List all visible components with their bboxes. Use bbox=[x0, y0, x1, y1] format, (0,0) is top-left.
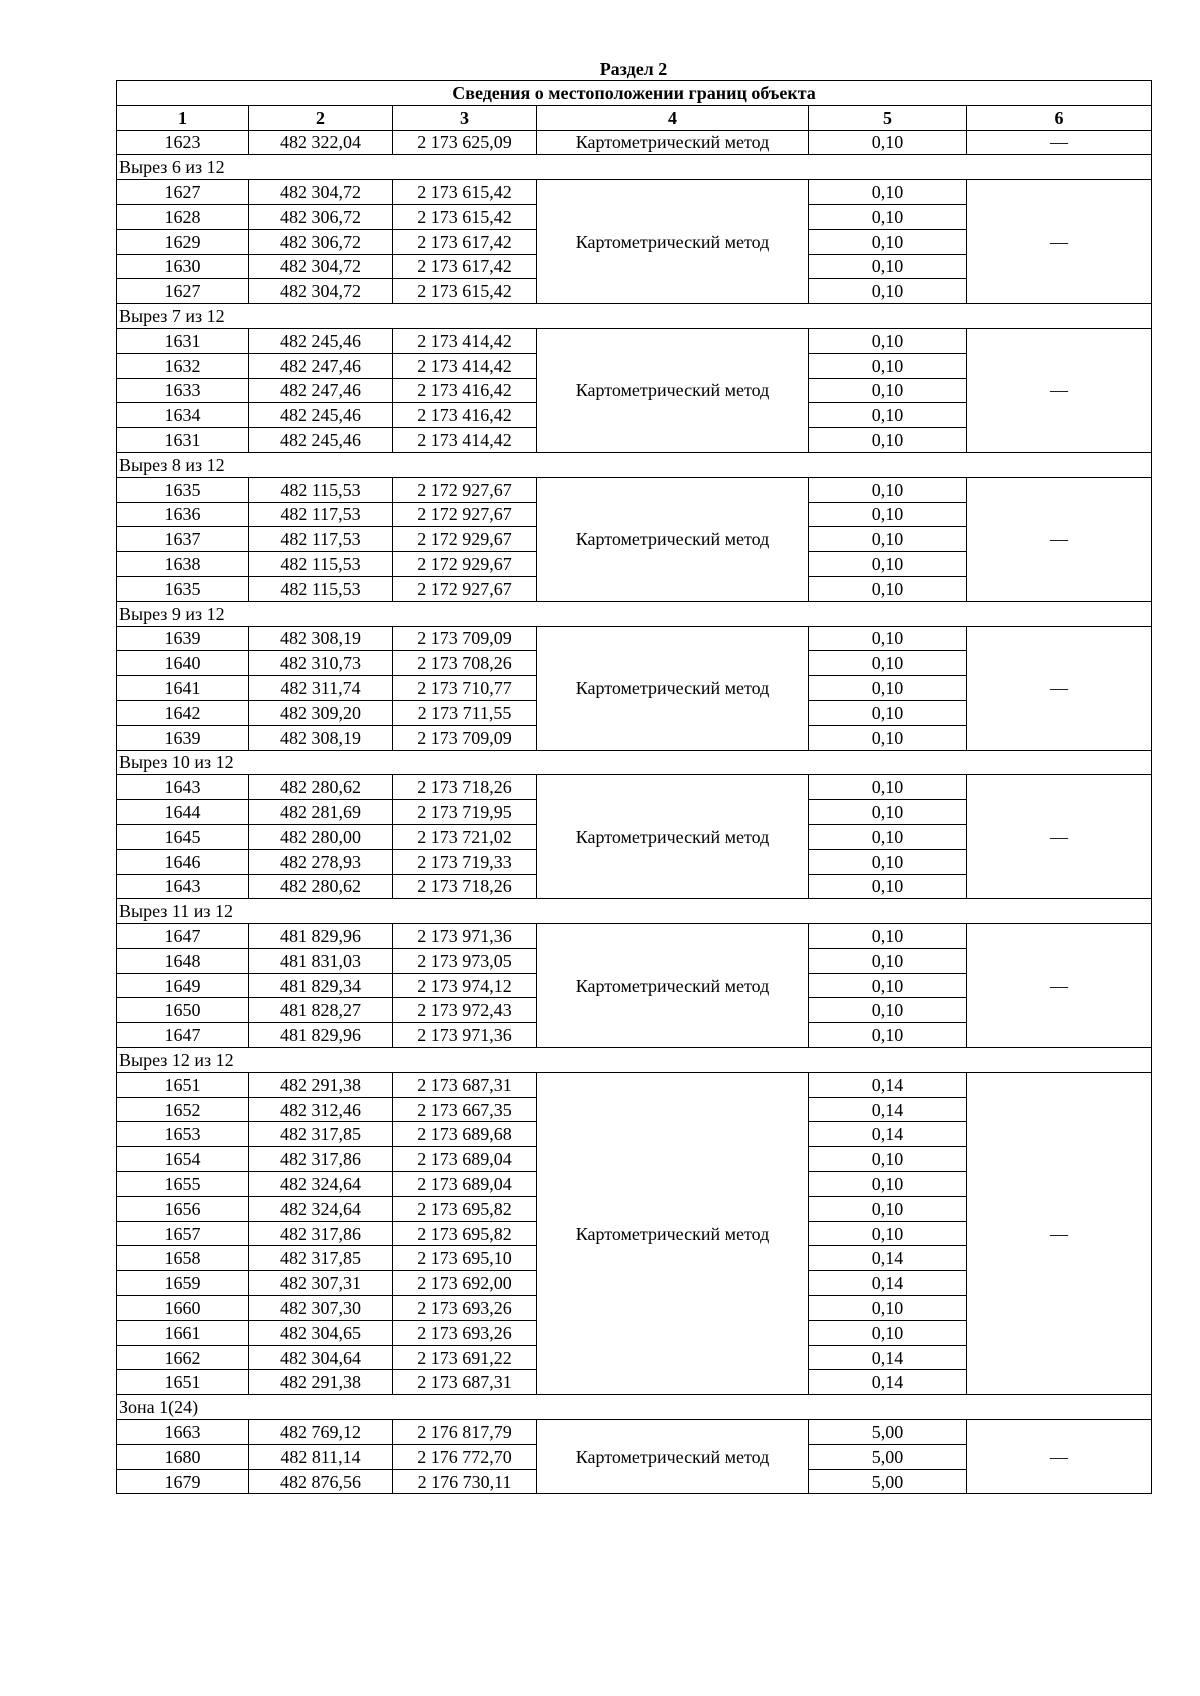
coord-y: 2 172 927,67 bbox=[393, 576, 537, 601]
accuracy-cell: 0,14 bbox=[809, 1345, 967, 1370]
point-number: 1655 bbox=[117, 1172, 249, 1197]
accuracy-cell: 0,14 bbox=[809, 1246, 967, 1271]
col6-cell: — bbox=[967, 328, 1152, 452]
coord-x: 482 291,38 bbox=[249, 1072, 393, 1097]
point-number: 1639 bbox=[117, 725, 249, 750]
col6-cell: — bbox=[967, 130, 1152, 155]
coord-x: 482 304,72 bbox=[249, 254, 393, 279]
coord-y: 2 173 718,26 bbox=[393, 874, 537, 899]
coord-y: 2 173 615,42 bbox=[393, 180, 537, 205]
coord-x: 482 247,46 bbox=[249, 378, 393, 403]
coord-y: 2 173 973,05 bbox=[393, 948, 537, 973]
document-page bbox=[116, 58, 1151, 1494]
accuracy-cell: 0,10 bbox=[809, 1221, 967, 1246]
coord-y: 2 173 667,35 bbox=[393, 1097, 537, 1122]
coord-y: 2 173 691,22 bbox=[393, 1345, 537, 1370]
group-header-row bbox=[117, 601, 1152, 626]
col6-cell: — bbox=[967, 180, 1152, 304]
point-number: 1659 bbox=[117, 1271, 249, 1296]
accuracy-cell: 0,10 bbox=[809, 775, 967, 800]
coord-y: 2 173 718,26 bbox=[393, 775, 537, 800]
accuracy-cell: 0,10 bbox=[809, 725, 967, 750]
coord-x: 482 324,64 bbox=[249, 1172, 393, 1197]
point-number: 1654 bbox=[117, 1147, 249, 1172]
coord-y: 2 173 971,36 bbox=[393, 924, 537, 949]
accuracy-cell: 0,10 bbox=[809, 1320, 967, 1345]
coord-x: 481 829,96 bbox=[249, 1023, 393, 1048]
coord-x: 482 247,46 bbox=[249, 353, 393, 378]
point-number: 1651 bbox=[117, 1072, 249, 1097]
coord-x: 481 829,96 bbox=[249, 924, 393, 949]
column-header: 3 bbox=[393, 105, 537, 130]
coord-x: 482 115,53 bbox=[249, 552, 393, 577]
coord-y: 2 176 730,11 bbox=[393, 1469, 537, 1494]
coord-y: 2 173 416,42 bbox=[393, 403, 537, 428]
column-header: 6 bbox=[967, 105, 1152, 130]
coord-x: 482 317,86 bbox=[249, 1147, 393, 1172]
col6-cell: — bbox=[967, 924, 1152, 1048]
point-number: 1631 bbox=[117, 428, 249, 453]
group-title: Вырез 10 из 12 bbox=[117, 750, 1152, 775]
accuracy-cell: 0,10 bbox=[809, 328, 967, 353]
coord-x: 482 307,30 bbox=[249, 1296, 393, 1321]
point-number: 1679 bbox=[117, 1469, 249, 1494]
coord-y: 2 173 695,82 bbox=[393, 1221, 537, 1246]
coord-x: 482 317,85 bbox=[249, 1246, 393, 1271]
accuracy-cell: 0,10 bbox=[809, 1023, 967, 1048]
point-number: 1647 bbox=[117, 1023, 249, 1048]
coord-x: 482 317,86 bbox=[249, 1221, 393, 1246]
accuracy-cell: 0,10 bbox=[809, 651, 967, 676]
coord-y: 2 173 719,33 bbox=[393, 849, 537, 874]
group-title: Вырез 7 из 12 bbox=[117, 304, 1152, 329]
coord-x: 482 769,12 bbox=[249, 1420, 393, 1445]
group-title: Вырез 11 из 12 bbox=[117, 899, 1152, 924]
accuracy-cell: 0,10 bbox=[809, 180, 967, 205]
group-header-row bbox=[117, 304, 1152, 329]
coord-y: 2 172 929,67 bbox=[393, 527, 537, 552]
method-cell: Картометрический метод bbox=[537, 130, 809, 155]
point-number: 1653 bbox=[117, 1122, 249, 1147]
accuracy-cell: 5,00 bbox=[809, 1420, 967, 1445]
coord-x: 482 811,14 bbox=[249, 1444, 393, 1469]
coord-x: 482 312,46 bbox=[249, 1097, 393, 1122]
point-number: 1638 bbox=[117, 552, 249, 577]
group-title: Вырез 12 из 12 bbox=[117, 1048, 1152, 1073]
accuracy-cell: 0,10 bbox=[809, 1296, 967, 1321]
point-number: 1627 bbox=[117, 180, 249, 205]
accuracy-cell: 0,10 bbox=[809, 700, 967, 725]
coord-x: 482 117,53 bbox=[249, 527, 393, 552]
coord-y: 2 173 710,77 bbox=[393, 676, 537, 701]
coord-x: 482 304,64 bbox=[249, 1345, 393, 1370]
coord-x: 482 308,19 bbox=[249, 725, 393, 750]
coord-y: 2 173 709,09 bbox=[393, 725, 537, 750]
accuracy-cell: 0,10 bbox=[809, 254, 967, 279]
accuracy-cell: 0,10 bbox=[809, 1196, 967, 1221]
method-cell: Картометрический метод bbox=[537, 1072, 809, 1394]
accuracy-cell: 0,10 bbox=[809, 849, 967, 874]
point-number: 1630 bbox=[117, 254, 249, 279]
point-number: 1623 bbox=[117, 130, 249, 155]
coord-x: 482 324,64 bbox=[249, 1196, 393, 1221]
point-number: 1649 bbox=[117, 973, 249, 998]
accuracy-cell: 0,10 bbox=[809, 1147, 967, 1172]
point-number: 1643 bbox=[117, 775, 249, 800]
group-title: Зона 1(24) bbox=[117, 1395, 1152, 1420]
point-number: 1680 bbox=[117, 1444, 249, 1469]
point-number: 1645 bbox=[117, 824, 249, 849]
coord-x: 482 304,72 bbox=[249, 279, 393, 304]
point-number: 1658 bbox=[117, 1246, 249, 1271]
point-number: 1651 bbox=[117, 1370, 249, 1395]
table-row bbox=[117, 180, 1152, 205]
point-number: 1648 bbox=[117, 948, 249, 973]
accuracy-cell: 0,14 bbox=[809, 1097, 967, 1122]
coord-x: 482 280,00 bbox=[249, 824, 393, 849]
coord-x: 482 310,73 bbox=[249, 651, 393, 676]
coord-y: 2 173 414,42 bbox=[393, 328, 537, 353]
coord-x: 482 876,56 bbox=[249, 1469, 393, 1494]
point-number: 1640 bbox=[117, 651, 249, 676]
coord-y: 2 173 625,09 bbox=[393, 130, 537, 155]
coord-y: 2 173 708,26 bbox=[393, 651, 537, 676]
point-number: 1663 bbox=[117, 1420, 249, 1445]
coord-x: 482 307,31 bbox=[249, 1271, 393, 1296]
coord-x: 482 306,72 bbox=[249, 229, 393, 254]
group-title: Вырез 9 из 12 bbox=[117, 601, 1152, 626]
method-cell: Картометрический метод bbox=[537, 626, 809, 750]
col6-cell: — bbox=[967, 1072, 1152, 1394]
accuracy-cell: 0,10 bbox=[809, 924, 967, 949]
coord-y: 2 173 974,12 bbox=[393, 973, 537, 998]
coord-x: 482 115,53 bbox=[249, 477, 393, 502]
accuracy-cell: 0,14 bbox=[809, 1271, 967, 1296]
point-number: 1641 bbox=[117, 676, 249, 701]
point-number: 1661 bbox=[117, 1320, 249, 1345]
coord-y: 2 173 709,09 bbox=[393, 626, 537, 651]
coord-y: 2 173 692,00 bbox=[393, 1271, 537, 1296]
accuracy-cell: 5,00 bbox=[809, 1469, 967, 1494]
group-header-row bbox=[117, 452, 1152, 477]
accuracy-cell: 0,10 bbox=[809, 353, 967, 378]
coord-y: 2 173 689,04 bbox=[393, 1172, 537, 1197]
point-number: 1644 bbox=[117, 800, 249, 825]
coord-x: 482 281,69 bbox=[249, 800, 393, 825]
point-number: 1660 bbox=[117, 1296, 249, 1321]
point-number: 1632 bbox=[117, 353, 249, 378]
point-number: 1657 bbox=[117, 1221, 249, 1246]
coord-y: 2 173 414,42 bbox=[393, 353, 537, 378]
coord-x: 481 828,27 bbox=[249, 998, 393, 1023]
col6-cell: — bbox=[967, 775, 1152, 899]
column-header: 2 bbox=[249, 105, 393, 130]
group-title: Вырез 8 из 12 bbox=[117, 452, 1152, 477]
group-header-row bbox=[117, 750, 1152, 775]
point-number: 1635 bbox=[117, 477, 249, 502]
column-header: 5 bbox=[809, 105, 967, 130]
table-row bbox=[117, 924, 1152, 949]
method-cell: Картометрический метод bbox=[537, 775, 809, 899]
accuracy-cell: 0,10 bbox=[809, 824, 967, 849]
coord-y: 2 173 721,02 bbox=[393, 824, 537, 849]
coord-y: 2 173 615,42 bbox=[393, 204, 537, 229]
accuracy-cell: 0,10 bbox=[809, 552, 967, 577]
method-cell: Картометрический метод bbox=[537, 1420, 809, 1494]
accuracy-cell: 0,10 bbox=[809, 204, 967, 229]
accuracy-cell: 5,00 bbox=[809, 1444, 967, 1469]
coord-y: 2 173 971,36 bbox=[393, 1023, 537, 1048]
table-row bbox=[117, 775, 1152, 800]
point-number: 1643 bbox=[117, 874, 249, 899]
coord-x: 482 304,65 bbox=[249, 1320, 393, 1345]
coord-y: 2 173 687,31 bbox=[393, 1370, 537, 1395]
accuracy-cell: 0,10 bbox=[809, 527, 967, 552]
table-row bbox=[117, 130, 1152, 155]
caption-row bbox=[117, 81, 1152, 106]
accuracy-cell: 0,10 bbox=[809, 948, 967, 973]
point-number: 1629 bbox=[117, 229, 249, 254]
coord-x: 482 291,38 bbox=[249, 1370, 393, 1395]
group-header-row bbox=[117, 1395, 1152, 1420]
table-row bbox=[117, 1072, 1152, 1097]
accuracy-cell: 0,10 bbox=[809, 973, 967, 998]
coord-y: 2 173 414,42 bbox=[393, 428, 537, 453]
coord-y: 2 173 972,43 bbox=[393, 998, 537, 1023]
point-number: 1631 bbox=[117, 328, 249, 353]
coord-x: 482 304,72 bbox=[249, 180, 393, 205]
table-row bbox=[117, 626, 1152, 651]
point-number: 1628 bbox=[117, 204, 249, 229]
table-caption: Сведения о местоположении границ объекта bbox=[117, 81, 1152, 106]
accuracy-cell: 0,14 bbox=[809, 1122, 967, 1147]
column-header: 1 bbox=[117, 105, 249, 130]
col6-cell: — bbox=[967, 626, 1152, 750]
coord-x: 482 117,53 bbox=[249, 502, 393, 527]
table-row bbox=[117, 477, 1152, 502]
coord-x: 482 278,93 bbox=[249, 849, 393, 874]
coord-y: 2 172 929,67 bbox=[393, 552, 537, 577]
col6-cell: — bbox=[967, 477, 1152, 601]
coord-x: 482 245,46 bbox=[249, 328, 393, 353]
coord-y: 2 173 687,31 bbox=[393, 1072, 537, 1097]
accuracy-cell: 0,10 bbox=[809, 279, 967, 304]
point-number: 1634 bbox=[117, 403, 249, 428]
section-title: Раздел 2 bbox=[599, 59, 668, 79]
coord-x: 482 115,53 bbox=[249, 576, 393, 601]
coord-y: 2 173 711,55 bbox=[393, 700, 537, 725]
accuracy-cell: 0,10 bbox=[809, 576, 967, 601]
coord-y: 2 173 719,95 bbox=[393, 800, 537, 825]
method-cell: Картометрический метод bbox=[537, 924, 809, 1048]
coord-x: 482 245,46 bbox=[249, 403, 393, 428]
coord-x: 482 306,72 bbox=[249, 204, 393, 229]
accuracy-cell: 0,10 bbox=[809, 626, 967, 651]
accuracy-cell: 0,10 bbox=[809, 477, 967, 502]
accuracy-cell: 0,10 bbox=[809, 874, 967, 899]
accuracy-cell: 0,10 bbox=[809, 998, 967, 1023]
coord-y: 2 173 693,26 bbox=[393, 1320, 537, 1345]
coord-x: 482 308,19 bbox=[249, 626, 393, 651]
coord-y: 2 173 615,42 bbox=[393, 279, 537, 304]
method-cell: Картометрический метод bbox=[537, 477, 809, 601]
coord-x: 482 309,20 bbox=[249, 700, 393, 725]
coord-y: 2 173 617,42 bbox=[393, 254, 537, 279]
method-cell: Картометрический метод bbox=[537, 328, 809, 452]
column-header: 4 bbox=[537, 105, 809, 130]
group-title: Вырез 6 из 12 bbox=[117, 155, 1152, 180]
point-number: 1662 bbox=[117, 1345, 249, 1370]
coord-x: 481 831,03 bbox=[249, 948, 393, 973]
table-row bbox=[117, 1420, 1152, 1445]
accuracy-cell: 0,14 bbox=[809, 1370, 967, 1395]
point-number: 1652 bbox=[117, 1097, 249, 1122]
point-number: 1656 bbox=[117, 1196, 249, 1221]
coord-x: 482 280,62 bbox=[249, 874, 393, 899]
group-header-row bbox=[117, 155, 1152, 180]
header-row bbox=[117, 105, 1152, 130]
coord-y: 2 173 695,10 bbox=[393, 1246, 537, 1271]
accuracy-cell: 0,14 bbox=[809, 1072, 967, 1097]
point-number: 1637 bbox=[117, 527, 249, 552]
point-number: 1635 bbox=[117, 576, 249, 601]
coord-y: 2 173 695,82 bbox=[393, 1196, 537, 1221]
accuracy-cell: 0,10 bbox=[809, 502, 967, 527]
method-cell: Картометрический метод bbox=[537, 180, 809, 304]
table-row bbox=[117, 328, 1152, 353]
coord-x: 482 311,74 bbox=[249, 676, 393, 701]
point-number: 1633 bbox=[117, 378, 249, 403]
point-number: 1627 bbox=[117, 279, 249, 304]
group-header-row bbox=[117, 1048, 1152, 1073]
accuracy-cell: 0,10 bbox=[809, 378, 967, 403]
point-number: 1636 bbox=[117, 502, 249, 527]
point-number: 1650 bbox=[117, 998, 249, 1023]
accuracy-cell: 0,10 bbox=[809, 800, 967, 825]
col6-cell: — bbox=[967, 1420, 1152, 1494]
coord-y: 2 173 416,42 bbox=[393, 378, 537, 403]
coord-x: 482 322,04 bbox=[249, 130, 393, 155]
accuracy-cell: 0,10 bbox=[809, 676, 967, 701]
accuracy-cell: 0,10 bbox=[809, 428, 967, 453]
coord-x: 482 317,85 bbox=[249, 1122, 393, 1147]
point-number: 1647 bbox=[117, 924, 249, 949]
accuracy-cell: 0,10 bbox=[809, 1172, 967, 1197]
coord-y: 2 176 817,79 bbox=[393, 1420, 537, 1445]
point-number: 1646 bbox=[117, 849, 249, 874]
group-header-row bbox=[117, 899, 1152, 924]
point-number: 1642 bbox=[117, 700, 249, 725]
point-number: 1639 bbox=[117, 626, 249, 651]
coord-y: 2 172 927,67 bbox=[393, 502, 537, 527]
coord-y: 2 172 927,67 bbox=[393, 477, 537, 502]
boundary-table bbox=[116, 80, 1152, 1494]
coord-y: 2 173 693,26 bbox=[393, 1296, 537, 1321]
coord-x: 481 829,34 bbox=[249, 973, 393, 998]
accuracy-cell: 0,10 bbox=[809, 229, 967, 254]
coord-y: 2 173 689,68 bbox=[393, 1122, 537, 1147]
coord-x: 482 245,46 bbox=[249, 428, 393, 453]
coord-y: 2 176 772,70 bbox=[393, 1444, 537, 1469]
coord-x: 482 280,62 bbox=[249, 775, 393, 800]
coord-y: 2 173 689,04 bbox=[393, 1147, 537, 1172]
coord-y: 2 173 617,42 bbox=[393, 229, 537, 254]
accuracy-cell: 0,10 bbox=[809, 130, 967, 155]
accuracy-cell: 0,10 bbox=[809, 403, 967, 428]
